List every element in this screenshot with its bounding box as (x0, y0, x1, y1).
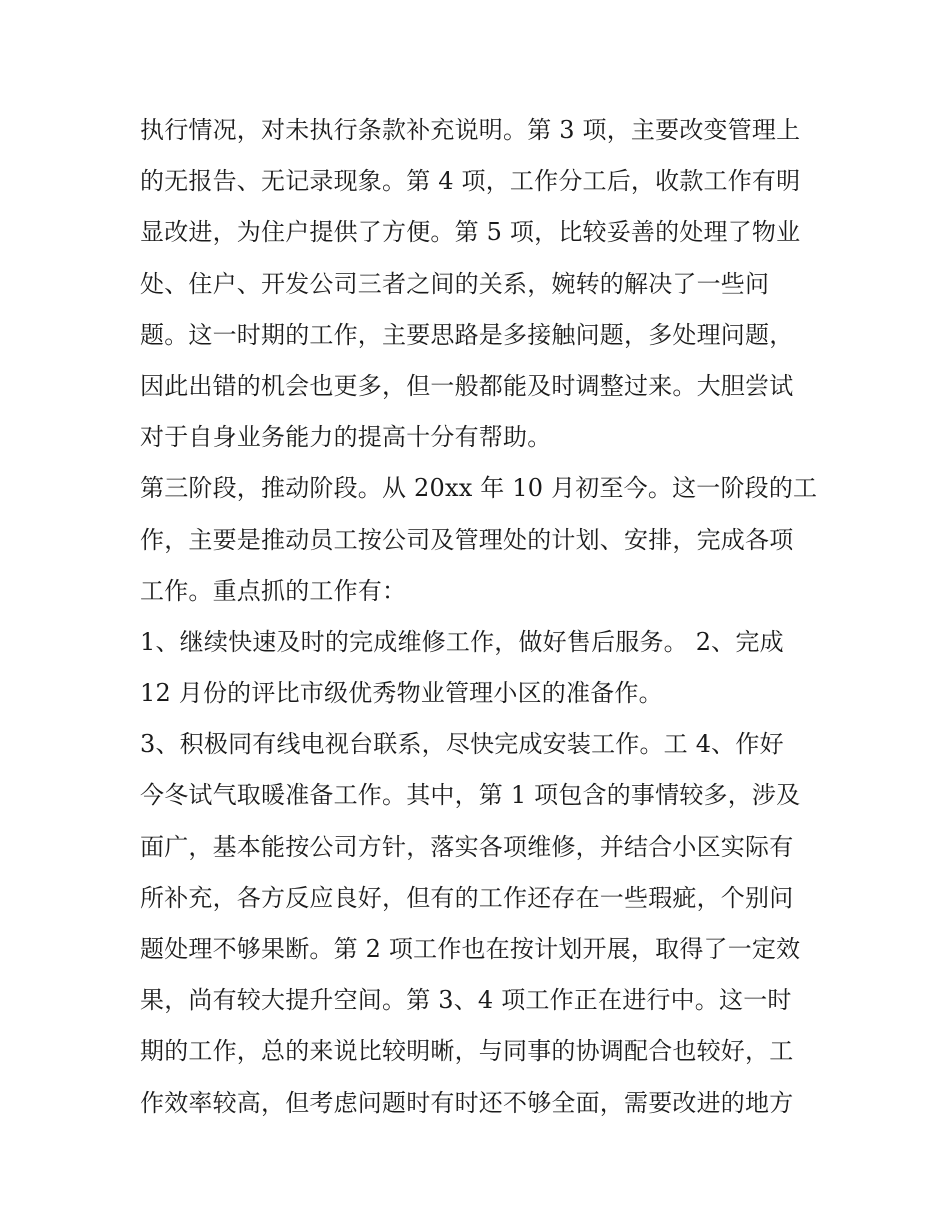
text-line-1: 执行情况，对未执行条款补充说明。第 3 项，主要改变管理上 (140, 116, 801, 144)
text-line-10: 工作。重点抓的工作有： (140, 576, 407, 605)
text-line-12: 12 月份的评比市级优秀物业管理小区的准备作。 (140, 679, 663, 708)
text-line-5: 题。这一时期的工作，主要思路是多接触问题，多处理问题， (140, 320, 794, 349)
text-line-3: 显改进，为住户提供了方便。第 5 项，比较妥善的处理了物业 (140, 218, 801, 247)
document-body (140, 105, 820, 1129)
text-line-9: 作，主要是推动员工按公司及管理处的计划、安排，完成各项 (140, 525, 794, 554)
text-line-13: 3、积极同有线电视台联系，尽快完成安装工作。工 4、作好 (140, 730, 784, 759)
text-line-16: 所补充，各方反应良好，但有的工作还存在一些瑕疵，个别问 (140, 883, 794, 912)
text-line-17: 题处理不够果断。第 2 项工作也在按计划开展，取得了一定效 (140, 935, 801, 963)
text-line-8: 第三阶段，推动阶段。从 20xx 年 10 月初至今。这一阶段的工 (140, 474, 818, 503)
text-line-4: 处、住户、开发公司三者之间的关系，婉转的解决了一些问 (140, 269, 770, 298)
text-line-7: 对于自身业务能力的提高十分有帮助。 (140, 423, 552, 452)
text-line-11: 1、继续快速及时的完成维修工作，做好售后服务。 2、完成 (140, 627, 784, 656)
text-line-15: 面广，基本能按公司方针，落实各项维修，并结合小区实际有 (140, 832, 794, 861)
text-line-14: 今冬试气取暖准备工作。其中，第 1 项包含的事情较多，涉及 (140, 781, 801, 810)
text-line-6: 因此出错的机会也更多，但一般都能及时调整过来。大胆尝试 (140, 371, 794, 400)
text-line-19: 期的工作，总的来说比较明晰，与同事的协调配合也较好，工 (140, 1037, 794, 1066)
text-line-18: 果，尚有较大提升空间。第 3、4 项工作正在进行中。这一时 (140, 986, 792, 1015)
text-line-2: 的无报告、无记录现象。第 4 项，工作分工后，收款工作有明 (140, 167, 801, 196)
text-line-20: 作效率较高，但考虑问题时有时还不够全面，需要改进的地方 (140, 1088, 794, 1117)
